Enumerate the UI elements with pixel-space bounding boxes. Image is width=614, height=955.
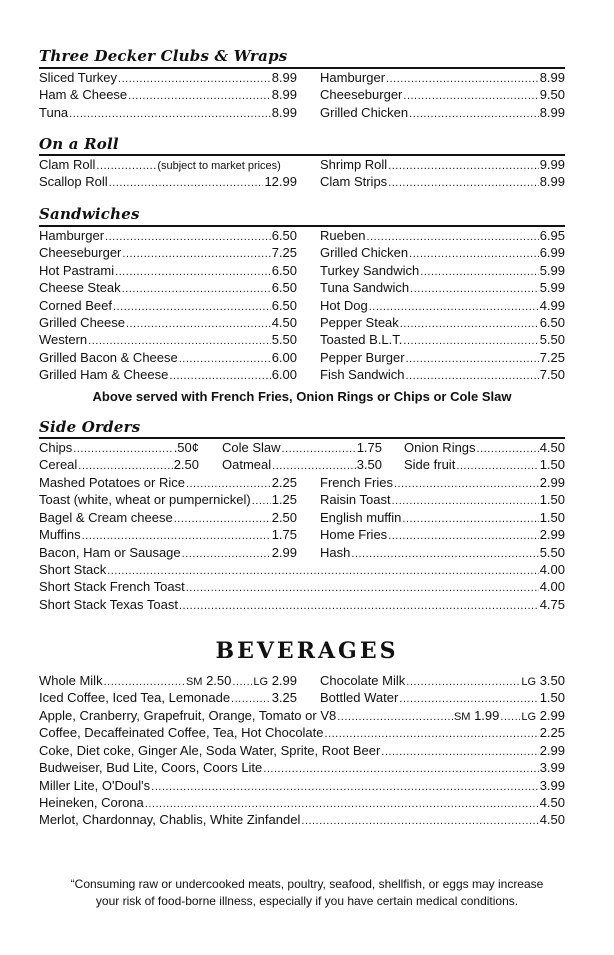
sides-col-b <box>222 440 382 475</box>
menu-item: Miller Lite, O'Doul's ..... 3.99 <box>39 778 565 795</box>
section-title-roll: On a Roll <box>39 135 119 153</box>
menu-item: Short Stack Texas Toast ..... 4.75 <box>39 597 565 614</box>
menu-item: Tuna ..... 8.99 <box>39 105 297 122</box>
menu-item: Coffee, Decaffeinated Coffee, Tea, Hot Chocolate ..... 2.25 <box>39 725 565 742</box>
menu-item: Apple, Cranberry, Grapefruit, Orange, Tomato or V8 ..... SM 1.99 ..... LG 2.99 <box>39 708 565 725</box>
menu-item: Bagel & Cream cheese ..... 2.50 <box>39 510 297 527</box>
menu-item: Hamburger ..... 6.50 <box>39 228 297 245</box>
menu-item: Hot Pastrami ..... 6.50 <box>39 263 297 280</box>
menu-item: Grilled Chicken ..... 8.99 <box>320 105 565 122</box>
beverages-title: BEVERAGES <box>215 638 399 664</box>
menu-item: French Fries ..... 2.99 <box>320 475 565 492</box>
menu-item: Budweiser, Bud Lite, Coors, Coors Lite ..... 3.99 <box>39 760 565 777</box>
sides-left-column <box>39 475 297 562</box>
sides-right-column <box>320 475 565 562</box>
menu-item: Mashed Potatoes or Rice ..... 2.25 <box>39 475 297 492</box>
menu-item: Turkey Sandwich ..... 5.99 <box>320 263 565 280</box>
menu-item: Corned Beef ..... 6.50 <box>39 298 297 315</box>
clubs-right-column <box>320 70 565 122</box>
menu-item: Western ..... 5.50 <box>39 332 297 349</box>
section-title-clubs: Three Decker Clubs & Wraps <box>39 47 288 65</box>
health-disclaimer <box>50 876 564 910</box>
beverages-full-width <box>39 708 565 830</box>
roll-left-column <box>39 157 297 192</box>
menu-item: Tuna Sandwich ..... 5.99 <box>320 280 565 297</box>
disclaimer-line-2: your risk of food-borne illness, especially if you have certain medical conditions. <box>95 894 519 908</box>
menu-item: Coke, Diet coke, Ginger Ale, Soda Water, Sprite, Root Beer ..... 2.99 <box>39 743 565 760</box>
menu-item: Hash ..... 5.50 <box>320 545 565 562</box>
menu-item: Cheeseburger ..... 7.25 <box>39 245 297 262</box>
menu-item: Raisin Toast ..... 1.50 <box>320 492 565 509</box>
section-rule <box>39 225 565 227</box>
menu-item: Shrimp Roll ..... 9.99 <box>320 157 565 174</box>
menu-item: Cheese Steak ..... 6.50 <box>39 280 297 297</box>
menu-item: Side fruit ..... 1.50 <box>404 457 565 474</box>
sandwiches-left-column <box>39 228 297 385</box>
menu-item: Grilled Ham & Cheese ..... 6.00 <box>39 367 297 384</box>
section-rule <box>39 67 565 69</box>
menu-item: Chips ..... .50¢ <box>39 440 199 457</box>
menu-item: Ham & Cheese ..... 8.99 <box>39 87 297 104</box>
beverages-right-column <box>320 673 565 708</box>
menu-item: Merlot, Chardonnay, Chablis, White Zinfandel ..... 4.50 <box>39 812 565 829</box>
clubs-left-column <box>39 70 297 122</box>
menu-item: Rueben ..... 6.95 <box>320 228 565 245</box>
beverages-left-column <box>39 673 297 708</box>
sides-col-a <box>39 440 199 475</box>
sides-full-width <box>39 562 565 614</box>
menu-item: Onion Rings ..... 4.50 <box>404 440 565 457</box>
section-title-sides: Side Orders <box>39 418 141 436</box>
menu-item: Clam Strips ..... 8.99 <box>320 174 565 191</box>
menu-item: Hamburger ..... 8.99 <box>320 70 565 87</box>
menu-item: Pepper Burger ..... 7.25 <box>320 350 565 367</box>
menu-item: Bacon, Ham or Sausage ..... 2.99 <box>39 545 297 562</box>
menu-item: Oatmeal ..... 3.50 <box>222 457 382 474</box>
disclaimer-line-1: “Consuming raw or undercooked meats, poultry, seafood, shellfish, or eggs may increase <box>70 877 544 891</box>
section-title-sandwiches: Sandwiches <box>39 205 140 223</box>
menu-item: Grilled Cheese ..... 4.50 <box>39 315 297 332</box>
section-rule <box>39 154 565 156</box>
menu-item: Heineken, Corona ..... 4.50 <box>39 795 565 812</box>
menu-item: English muffin ..... 1.50 <box>320 510 565 527</box>
menu-item: Pepper Steak ..... 6.50 <box>320 315 565 332</box>
menu-item: Iced Coffee, Iced Tea, Lemonade ..... 3.25 <box>39 690 297 707</box>
section-rule <box>39 437 565 439</box>
sandwiches-right-column <box>320 228 565 385</box>
menu-item: Whole Milk ..... SM 2.50 ..... LG 2.99 <box>39 673 297 690</box>
sides-col-c <box>404 440 565 475</box>
menu-item: Short Stack French Toast ..... 4.00 <box>39 579 565 596</box>
menu-item: Sliced Turkey ..... 8.99 <box>39 70 297 87</box>
menu-item: Cheeseburger ..... 9.50 <box>320 87 565 104</box>
menu-item: Toast (white, wheat or pumpernickel) ..... 1.25 <box>39 492 297 509</box>
menu-item: Home Fries ..... 2.99 <box>320 527 565 544</box>
menu-item: Hot Dog ..... 4.99 <box>320 298 565 315</box>
menu-item: Scallop Roll ..... 12.99 <box>39 174 297 191</box>
menu-item: Grilled Bacon & Cheese ..... 6.00 <box>39 350 297 367</box>
menu-item: Cole Slaw ..... 1.75 <box>222 440 382 457</box>
menu-item: Chocolate Milk ..... LG 3.50 <box>320 673 565 690</box>
menu-item: Bottled Water ..... 1.50 <box>320 690 565 707</box>
menu-item: Toasted B.L.T. ..... 5.50 <box>320 332 565 349</box>
menu-item: Short Stack ..... 4.00 <box>39 562 565 579</box>
menu-item: Cereal ..... 2.50 <box>39 457 199 474</box>
menu-item: Muffins ..... 1.75 <box>39 527 297 544</box>
menu-item: Fish Sandwich ..... 7.50 <box>320 367 565 384</box>
roll-right-column <box>320 157 565 192</box>
sandwiches-note: Above served with French Fries, Onion Rings or Chips or Cole Slaw <box>92 389 512 404</box>
menu-item: Grilled Chicken ..... 6.99 <box>320 245 565 262</box>
menu-item: Clam Roll ..... (subject to market prices) <box>39 157 297 174</box>
